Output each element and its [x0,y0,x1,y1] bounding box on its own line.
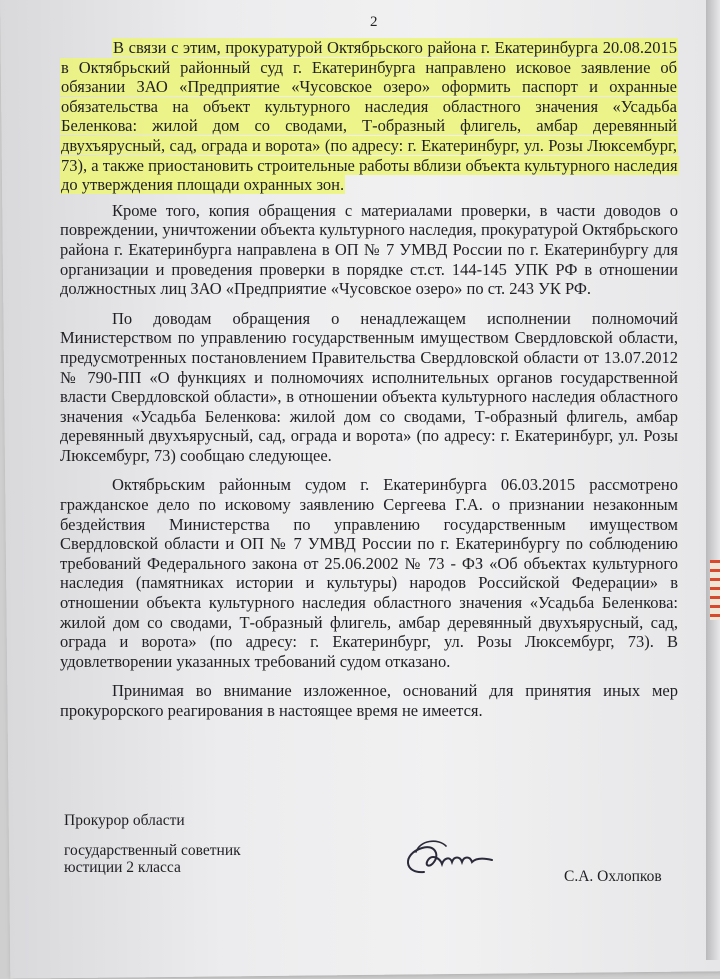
paragraph-court-decision: Октябрьским районным судом г. Екатеринбурга 06.03.2015 рассмотрено гражданское дело по исковому заявлению Сергеева Г.А. о признании незаконным бездействия Министерства по управлению государственным имуществом Свердловской области и ОП № 7 УМВД России по г. Екатеринбургу по соблюдению требований Федерального закона от 25.06.2002 № 73 - ФЗ «Об объектах культурного наследия (памятниках истории и культуры) народов Российской Федерации» в отношении объекта культурного наследия областного значения «Усадьба Беленкова: жилой дом со сводами, Т-образный флигель, амбар деревянный двухъярусный, сад, ограда и ворота» (по адресу: г. Екатеринбург, ул. Розы Люксембург, 73). В удовлетворении указанных требований судом отказано. [60,475,678,671]
signatory-rank [64,842,284,876]
adjacent-page-edge [706,0,720,960]
signatory-rank-line1: государственный советник [64,842,241,859]
handwritten-signature [394,832,504,892]
letter-body [60,38,678,731]
adjacent-page-stripe [710,560,720,620]
page-number: 2 [370,14,378,30]
paragraph-lawsuit [60,38,678,195]
paragraph-conclusion: Принимая во внимание изложенное, оснований для принятия иных мер прокурорского реагирования в настоящее время не имеется. [60,681,678,720]
paragraph-ministry: По доводам обращения о ненадлежащем исполнении полномочий Министерством по управлению государственным имуществом Свердловской области, предусмотренных постановлением Правительства Свердловской области от 13.07.2012 № 790-ПП «О функциях и полномочиях исполнительных органов государственной власти Свердловской области», в отношении объекта культурного наследия областного значения «Усадьба Беленкова: жилой дом со сводами, Т-образный флигель, амбар деревянный двухъярусный, сад, ограда и ворота» (по адресу: г. Екатеринбург, ул. Розы Люксембург, 73) сообщаю следующее. [60,308,678,465]
paragraph-police-referral: Кроме того, копия обращения с материалами проверки, в части доводов о повреждении, уничтожении объекта культурного наследия, прокуратурой Октябрьского района г. Екатеринбурга направлена в ОП № 7 УМВД России по г. Екатеринбургу для организации и проведения проверки в порядке ст.ст. 144-145 УПК РФ в отношении должностных лиц ЗАО «Предприятие «Чусовское озеро» по ст. 243 УК РФ. [60,200,678,299]
signatory-title: Прокурор области [64,812,185,829]
signatory-rank-line2: юстиции 2 класса [64,859,181,876]
highlighted-text: В связи с этим, прокуратурой Октябрьского района г. Екатеринбурга 20.08.2015 в Октябрьский районный суд г. Екатеринбурга направлено исковое заявление об обязании ЗАО «Предприятие «Чусовское озеро» оформить паспорт и охранные обязательства на объект культурного наследия областного значения «Усадьба Беленкова: жилой дом со сводами, Т-образный флигель, амбар деревянный двухъярусный, сад, ограда и ворота» (по адресу: г. Екатеринбург, ул. Розы Люксембург, 73), а также приостановить строительные работы вблизи объекта культурного наследия до утверждения площади охранных зон. [61,38,678,195]
signatory-name: С.А. Охлопков [564,868,662,885]
